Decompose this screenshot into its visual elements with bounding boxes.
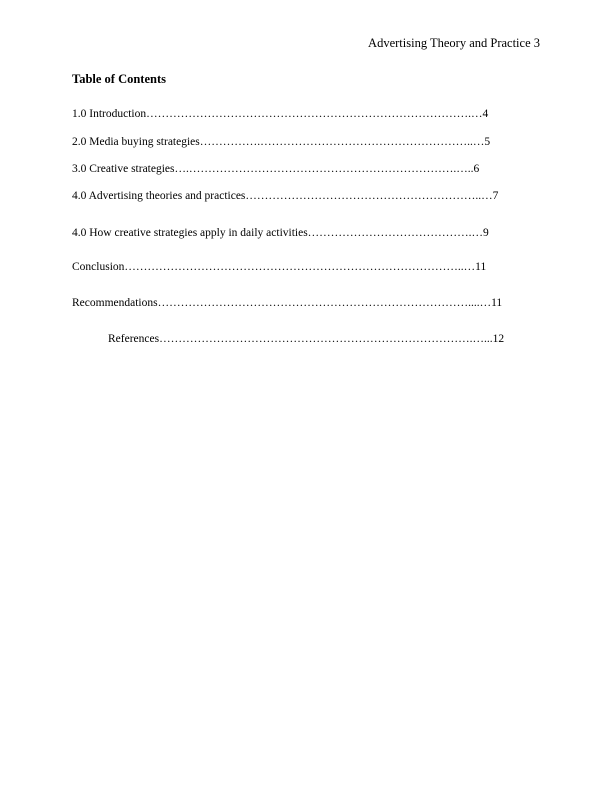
toc-entry-recommendations: Recommendations………………………………………………………………………....…11 <box>72 297 503 309</box>
toc-entry-conclusion: Conclusion……………………………………………………………………………..…11 <box>72 261 487 273</box>
running-head: Advertising Theory and Practice 3 <box>368 36 540 50</box>
toc-entry-advertising-theories: 4.0 Advertising theories and practices……………………………………………………..…7 <box>72 190 499 202</box>
toc-entry-daily-activities: 4.0 How creative strategies apply in daily activities…………………………………….…9 <box>72 227 489 239</box>
toc-title: Table of Contents <box>72 72 166 86</box>
toc-entry-creative-strategies: 3.0 Creative strategies….…………………………………………………………….…..6 <box>72 163 480 175</box>
toc-entry-introduction: 1.0 Introduction………………………………………………………………………….…4 <box>72 108 489 120</box>
toc-entry-media-buying: 2.0 Media buying strategies…………….………………………………………………..…5 <box>72 136 491 148</box>
toc-entry-references: References……………………………………………………………………….…...12 <box>108 333 505 345</box>
